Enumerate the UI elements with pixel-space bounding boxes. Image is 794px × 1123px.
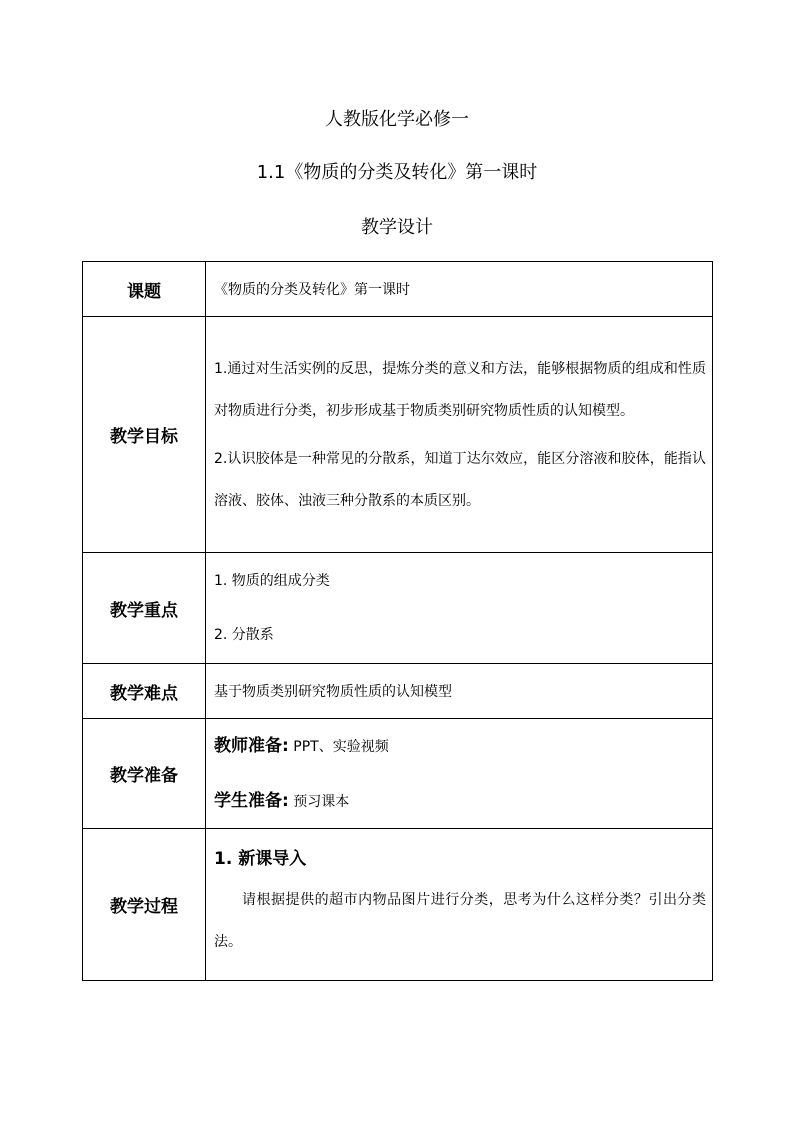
key-points-cell [206, 553, 713, 664]
key-point-item-1: 1. 物质的组成分类 [214, 573, 330, 589]
preparation-label: 教学准备 [83, 719, 206, 829]
difficulty-label: 教学难点 [83, 664, 206, 719]
student-preparation: 学生准备: 预习课本 [214, 790, 350, 811]
document-title-line3: 教学设计 [361, 217, 433, 238]
document-title-line2: 1.1《物质的分类及转化》第一课时 [256, 162, 538, 183]
row-process [83, 829, 713, 981]
document-title-line1: 人教版化学必修一 [325, 109, 469, 130]
objectives-cell [206, 317, 713, 553]
key-point-item-2: 2. 分散系 [214, 627, 274, 643]
process-section-title: 1. 新课导入 [214, 848, 307, 869]
row-objectives [83, 317, 713, 553]
teacher-preparation-label: 教师准备 [214, 735, 282, 756]
key-points-label: 教学重点 [83, 553, 206, 664]
difficulty-value: 基于物质类别研究物质性质的认知模型 [206, 664, 713, 719]
process-text: 请根据提供的超市内物品图片进行分类，思考为什么这样分类？引出分类法。 [214, 891, 706, 950]
student-preparation-label: 学生准备 [214, 790, 282, 811]
teacher-preparation: 教师准备: PPT、实验视频 [214, 735, 389, 756]
preparation-cell [206, 719, 713, 829]
process-cell [206, 829, 713, 981]
student-preparation-value: 预习课本 [293, 793, 350, 810]
teacher-preparation-value: PPT、实验视频 [293, 738, 389, 755]
topic-label: 课题 [83, 262, 206, 317]
objective-item-1: 1.通过对生活实例的反思，提炼分类的意义和方法，能够根据物质的组成和性质对物质进行分类，初步形成基于物质类别研究物质性质的认知模型。 [214, 360, 706, 419]
row-difficulty [83, 664, 713, 719]
topic-value: 《物质的分类及转化》第一课时 [206, 262, 713, 317]
row-topic [83, 262, 713, 317]
objectives-label: 教学目标 [83, 317, 206, 553]
process-label: 教学过程 [83, 829, 206, 981]
row-key-points [83, 553, 713, 664]
row-preparation [83, 719, 713, 829]
lesson-plan-table [82, 261, 713, 981]
objective-item-2: 2.认识胶体是一种常见的分散系，知道丁达尔效应，能区分溶液和胶体，能指认溶液、胶体、浊液三种分散系的本质区别。 [214, 450, 706, 509]
